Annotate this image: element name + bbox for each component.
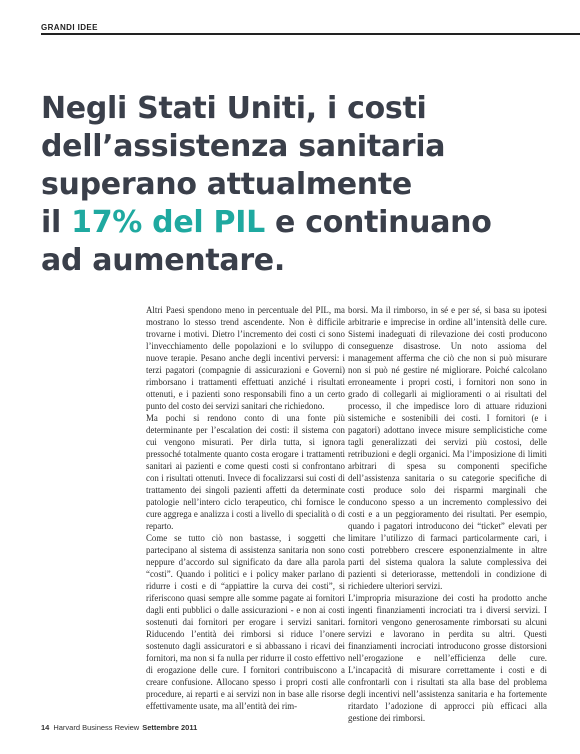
headline-line-4-pre: il (41, 205, 72, 240)
page-footer (41, 723, 197, 732)
headline-line-5: ad aumentare. (41, 243, 285, 278)
page-number: 14 (41, 723, 50, 732)
body-paragraph: L’impropria misurazione dei costi ha prodotto anche ingenti finanziamenti incrociati tra i diversi servizi. I fornitori vengono generosamente rimborsati su alcuni servizi e lavorano in perdita su altri. Questi finanziamenti incrociati introducono grosse distorsioni nell’erogazione e nell’efficienza delle cure. L’incapacità di misurare correttamente i costi e di confrontarli con i risultati sta alla base del problema degli incentivi nell’assistenza sanitaria e ha fortemente ritardato l’adozione di approcci più efficaci alla gestione dei rimborsi. (348, 593, 547, 723)
body-paragraph: Altri Paesi spendono meno in percentuale del PIL, ma mostrano lo stesso trend ascendente. Non è difficile trovarne i motivi. Dietro l’incremento dei costi ci sono l’invecchiamento delle popolazioni e lo sviluppo di nuove terapie. Pesano anche degli incentivi perversi: i terzi pagatori (compagnie di assicurazioni e Governi) rimborsano i trattamenti effettuati anziché i risultati ottenuti, e i pazienti sono responsabili fino a un certo punto del costo dei servizi sanitari che richiedono. (146, 305, 345, 411)
headline (41, 90, 561, 280)
section-tag: GRANDI IDEE (41, 23, 98, 32)
body-column-1 (146, 304, 345, 712)
body-paragraph: Ma pochi si rendono conto di una fonte più determinante per l’escalation dei costi: il sistema con cui vengono misurati. Per dirla tutta, si ignora pressoché totalmente quanto costa erogare i trattamenti sanitari ai pazienti e come questi costi si confrontano con i risultati ottenuti. Invece di focalizzarsi sui costi di trattamento dei singoli pazienti affetti da determinate patologie nell’intero ciclo terapeutico, chi fornisce le cure aggrega e analizza i costi a livello di specialità o di reparto. (146, 413, 345, 531)
headline-line-4-post: e continuano (264, 205, 492, 240)
body-column-2 (348, 304, 547, 724)
body-paragraph: borsi. Ma il rimborso, in sé e per sé, si basa su ipotesi arbitrarie e imprecise in ordine all’intensità delle cure. Sistemi inadeguati di rilevazione dei costi producono conseguenze disastrose. Un noto assioma del management afferma che ciò che non si può misurare non si può né gestire né migliorare. Poiché calcolano erroneamente i propri costi, i fornitori non sono in grado di collegarli ai miglioramenti o ai risultati del processo, il che impedisce loro di attuare riduzioni sistemiche e sostenibili dei costi. I fornitori (e i pagatori) adottano invece misure semplicistiche come tagli generalizzati dei servizi più costosi, delle retribuzioni e degli organici. Ma l’imposizione di limiti arbitrari di spesa su componenti specifiche dell’assistenza sanitaria o su categorie specifiche di costi produce solo dei risparmi marginali che conducono spesso a un incremento complessivo dei costi e a un peggioramento dei risultati. Per esempio, quando i pagatori introducono dei “ticket” elevati per limitare l’utilizzo di farmaci particolarmente cari, i costi potrebbero crescere esponenzialmente in altre parti del sistema qualora la salute complessiva dei pazienti si deteriorasse, mettendoli in condizione di richiedere ulteriori servizi. (348, 305, 547, 591)
headline-line-1: Negli Stati Uniti, i costi (41, 91, 427, 126)
issue-date: Settembre 2011 (142, 723, 198, 732)
headline-line-2: dell’assistenza sanitaria (41, 129, 446, 164)
headline-highlight: 17% del PIL (71, 205, 265, 240)
headline-line-3: superano attualmente (41, 167, 412, 202)
publication-name: Harvard Business Review (53, 723, 140, 732)
top-divider (41, 33, 580, 35)
body-paragraph: Come se tutto ciò non bastasse, i soggetti che partecipano al sistema di assistenza sanitaria non sono neppure d’accordo sul significato da dare alla parola “costi”. Quando i politici e i policy maker parlano di ridurre i costi e di “appiattire la curva dei costi”, si riferiscono quasi sempre alle somme pagate ai fornitori dagli enti pubblici o dalle assicurazioni - e non ai costi sostenuti dai fornitori per erogare i servizi sanitari. Riducendo l’entità dei rimborsi si riduce l’onere sostenuto dagli assicuratori e si abbassano i ricavi dei fornitori, ma non si fa nulla per ridurre il costo effettivo di erogazione delle cure. I fornitori contribuiscono a creare confusione. Allocano spesso i propri costi alle procedure, ai reparti e ai servizi non in base alle risorse effettivamente usate, ma all’entità dei rim- (146, 533, 345, 711)
